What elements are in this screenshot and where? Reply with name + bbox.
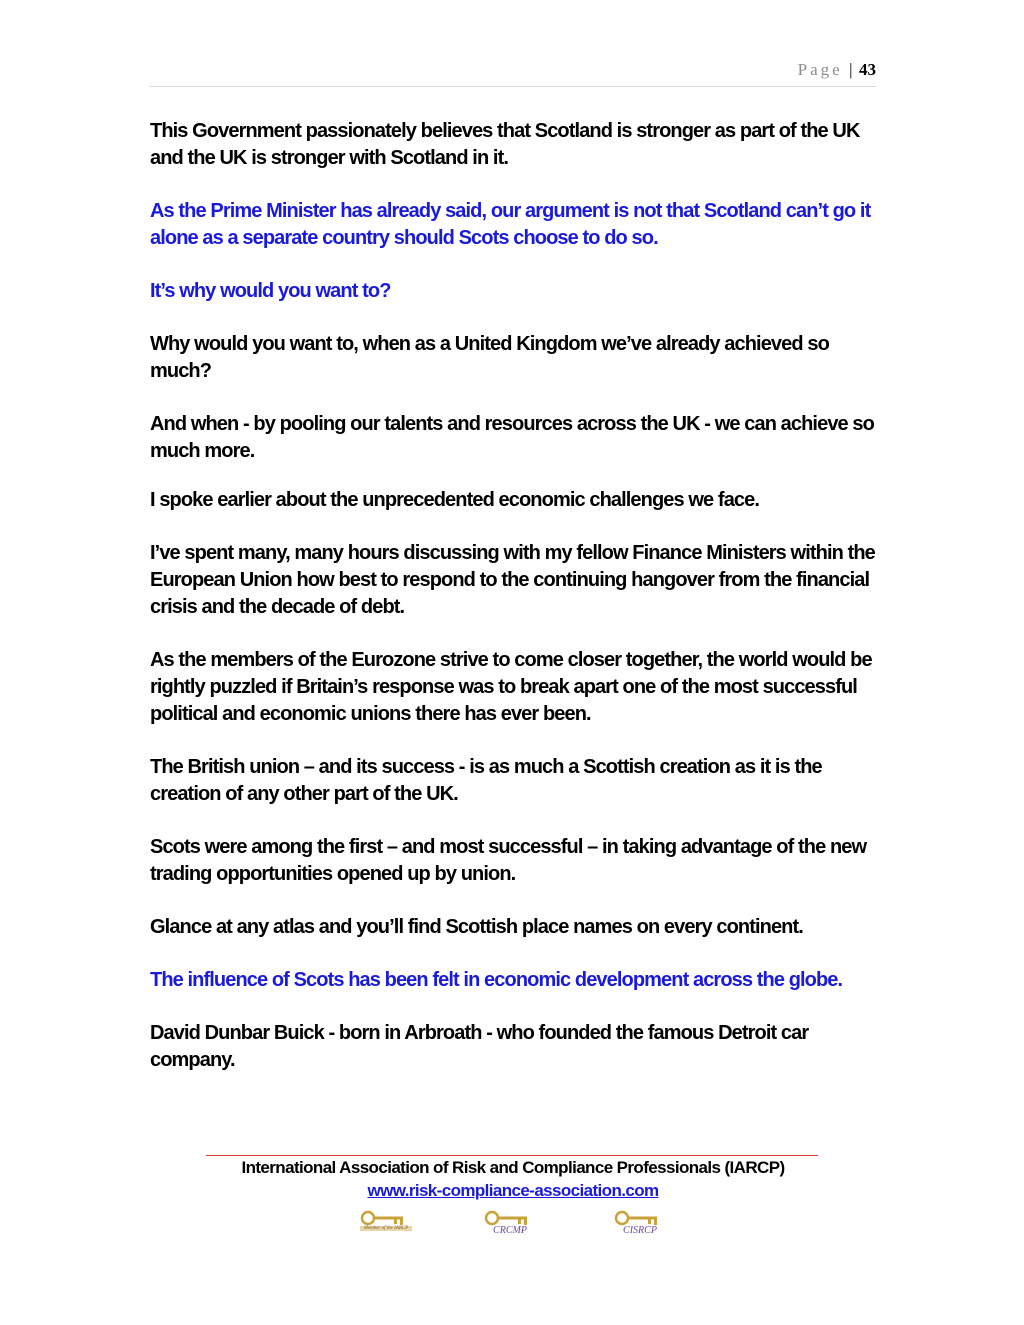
crcmp-logo — [484, 1210, 536, 1238]
page-label: Page — [797, 60, 843, 79]
paragraph-10: Scots were among the first – and most successful – in taking advantage of the new trading opportunities opened up by union. — [150, 836, 867, 885]
paragraph-5: And when - by pooling our talents and resources across the UK - we can achieve so much more. — [150, 413, 874, 462]
logo-caption: CISRCP — [623, 1225, 657, 1236]
paragraph-7: I’ve spent many, many hours discussing with my fellow Finance Ministers within the European Union how best to respond to the continuing hangover from the financial crisis and the decade of debt. — [150, 542, 875, 618]
paragraph-11: Glance at any atlas and you’ll find Scottish place names on every continent. — [150, 916, 803, 938]
key-logo-icon — [614, 1210, 666, 1226]
document-body — [150, 118, 880, 1100]
page-separator: | — [849, 60, 853, 79]
footer-logos — [0, 1210, 1024, 1240]
logo-caption: CRCMP — [493, 1225, 527, 1236]
paragraph-8: As the members of the Eurozone strive to come closer together, the world would be rightly puzzled if Britain’s response was to break apart one of the most successful political and economic unions there has ever been. — [150, 649, 872, 725]
page-header — [150, 60, 876, 87]
footer-divider — [206, 1155, 818, 1156]
footer-website-container — [150, 1181, 876, 1201]
footer-website-link[interactable]: www.risk-compliance-association.com — [367, 1181, 659, 1200]
cisrcp-logo — [614, 1210, 666, 1238]
iarcp-member-logo — [360, 1210, 412, 1238]
paragraph-12: The influence of Scots has been felt in economic development across the globe. — [150, 969, 843, 991]
paragraph-3: It’s why would you want to? — [150, 280, 391, 302]
key-logo-icon — [484, 1210, 536, 1226]
paragraph-6: I spoke earlier about the unprecedented economic challenges we face. — [150, 489, 760, 511]
paragraph-9: The British union – and its success - is as much a Scottish creation as it is the creation of any other part of the UK. — [150, 756, 822, 805]
paragraph-2: As the Prime Minister has already said, our argument is not that Scotland can’t go it alone as a separate country should Scots choose to do so. — [150, 200, 871, 249]
page-number: 43 — [859, 60, 876, 79]
key-logo-icon — [360, 1210, 412, 1226]
footer-organization: International Association of Risk and Compliance Professionals (IARCP) — [241, 1158, 785, 1177]
paragraph-13: David Dunbar Buick - born in Arbroath - who founded the famous Detroit car company. — [150, 1022, 809, 1071]
paragraph-4: Why would you want to, when as a United Kingdom we’ve already achieved so much? — [150, 333, 829, 382]
logo-caption: Member of the IARCP — [360, 1226, 412, 1231]
paragraph-1: This Government passionately believes that Scotland is stronger as part of the UK and the UK is stronger with Scotland in it. — [150, 120, 860, 169]
